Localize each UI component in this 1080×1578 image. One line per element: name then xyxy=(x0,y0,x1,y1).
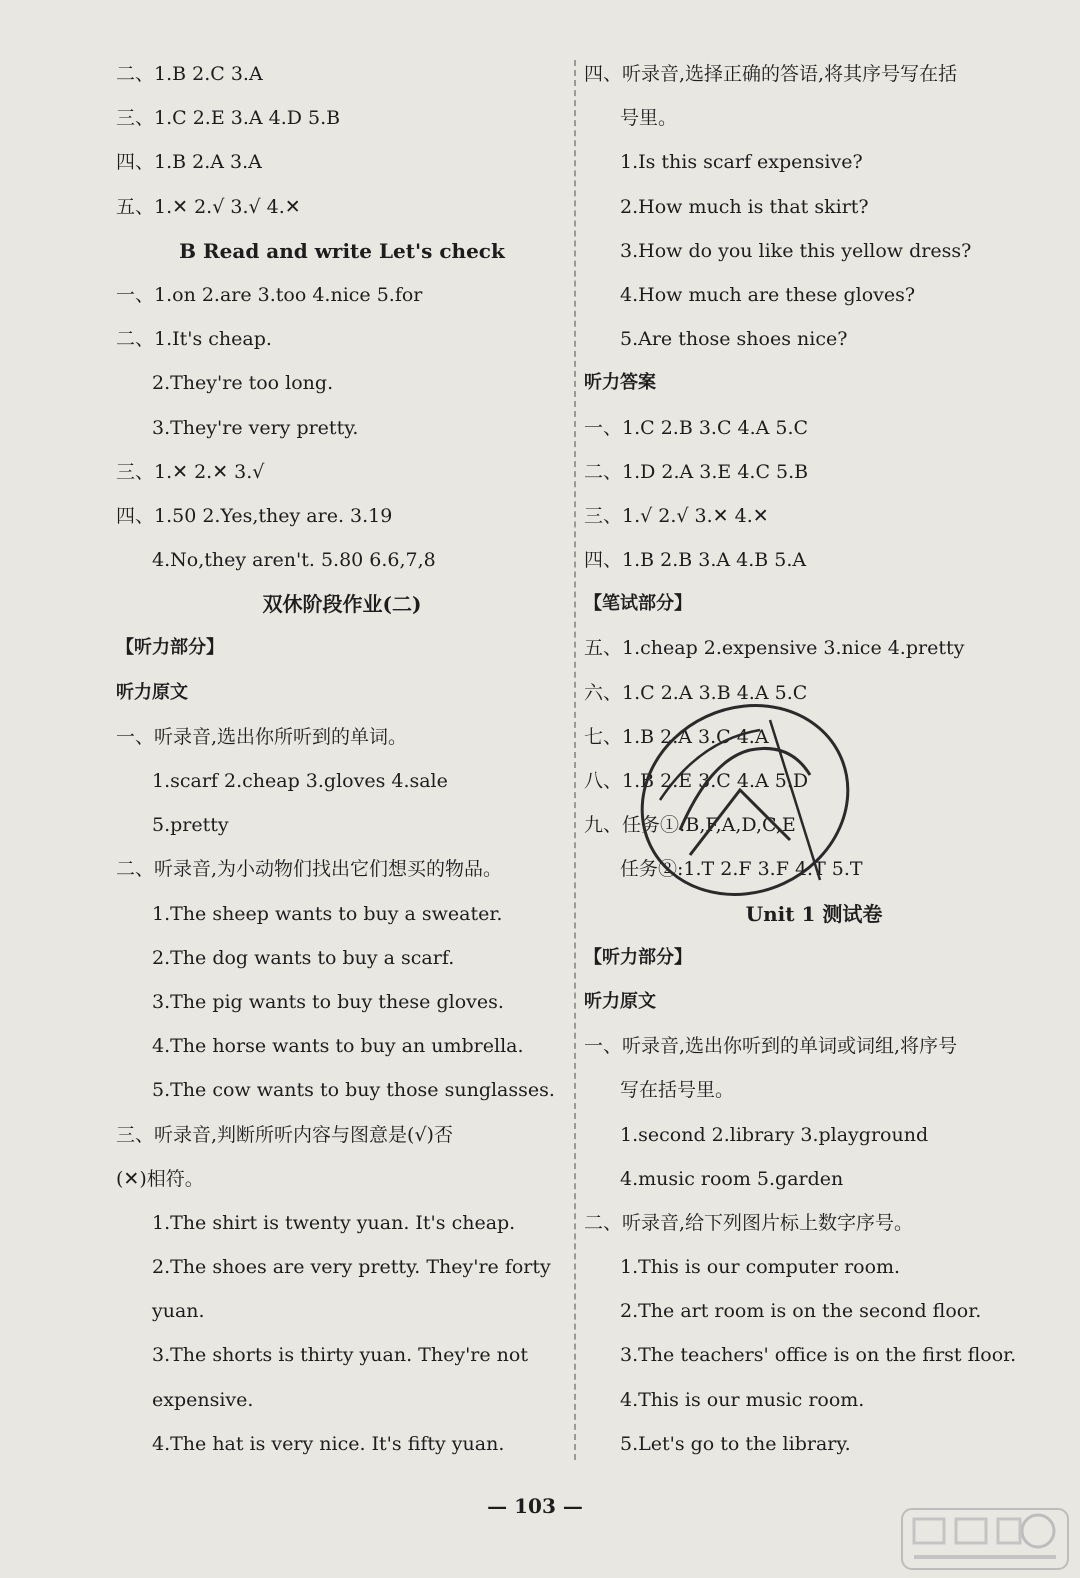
right-column-line: 4.This is our music room. xyxy=(620,1388,865,1411)
left-column-line: 2.They're too long. xyxy=(152,372,334,395)
right-column-line: 二、听录音,给下列图片标上数字序号。 xyxy=(584,1211,914,1234)
right-column-line: 4.music room 5.garden xyxy=(620,1167,844,1190)
right-column-line: 四、听录音,选择正确的答语,将其序号写在括 xyxy=(584,63,958,85)
column-divider xyxy=(574,60,576,1460)
left-column-line: 4.No,they aren't. 5.80 6.6,7,8 xyxy=(152,549,436,572)
handwritten-stamp xyxy=(620,680,870,920)
corner-watermark-logo xyxy=(900,1505,1070,1573)
right-column-line: 任务②:1.T 2.F 3.F 4.T 5.T xyxy=(620,858,863,881)
right-column-line: 听力答案 xyxy=(584,372,656,394)
right-column-line: 1.second 2.library 3.playground xyxy=(620,1123,929,1146)
left-column-line: 2.The dog wants to buy a scarf. xyxy=(152,946,455,969)
left-column-line: 四、1.50 2.Yes,they are. 3.19 xyxy=(116,504,393,527)
left-column-line: 1.The shirt is twenty yuan. It's cheap. xyxy=(152,1211,516,1234)
right-column-line: 写在括号里。 xyxy=(620,1079,735,1102)
right-column-line: 一、1.C 2.B 3.C 4.A 5.C xyxy=(584,416,809,439)
right-column-line: 五、1.cheap 2.expensive 3.nice 4.pretty xyxy=(584,637,965,660)
right-column-line: 听力原文 xyxy=(584,990,656,1012)
left-column-line: 3.They're very pretty. xyxy=(152,416,359,439)
right-column-line: 4.How much are these gloves? xyxy=(620,283,916,306)
left-column-line: 4.The horse wants to buy an umbrella. xyxy=(152,1035,524,1058)
left-column-line: 二、1.It's cheap. xyxy=(116,328,272,351)
right-column-line: 七、1.B 2.A 3.C 4.A xyxy=(584,725,769,748)
left-column-line: 三、1.✕ 2.✕ 3.√ xyxy=(116,460,265,483)
left-column-line: 四、1.B 2.A 3.A xyxy=(116,151,262,174)
left-column-line: 3.The shorts is thirty yuan. They're not xyxy=(152,1344,528,1367)
left-column-line: 二、1.B 2.C 3.A xyxy=(116,63,263,85)
right-column-line: 六、1.C 2.A 3.B 4.A 5.C xyxy=(584,681,808,704)
right-column-line: 号里。 xyxy=(620,107,678,130)
right-column-line: 2.How much is that skirt? xyxy=(620,195,869,218)
right-column-line: 3.How do you like this yellow dress? xyxy=(620,239,972,262)
left-column-line: 听力原文 xyxy=(116,681,188,703)
right-column-line: 5.Are those shoes nice? xyxy=(620,328,848,351)
left-column-line: B Read and write Let's check xyxy=(179,238,505,263)
left-column-line: 【听力部分】 xyxy=(116,637,224,659)
left-column-line: 双休阶段作业(二) xyxy=(262,592,422,617)
right-column-line: 1.This is our computer room. xyxy=(620,1256,901,1279)
right-column-line: 【笔试部分】 xyxy=(584,593,692,615)
page-number: — 103 — xyxy=(487,1494,583,1518)
right-column-line: Unit 1 测试卷 xyxy=(745,901,883,926)
left-column-line: 3.The pig wants to buy these gloves. xyxy=(152,990,504,1013)
left-column-line: (✕)相符。 xyxy=(116,1167,204,1190)
right-column-line: 【听力部分】 xyxy=(584,946,692,968)
right-column-line: 八、1.B 2.E 3.C 4.A 5.D xyxy=(584,770,809,792)
right-column-line: 九、任务①:B,F,A,D,C,E xyxy=(584,814,796,837)
right-column-line: 一、听录音,选出你听到的单词或词组,将序号 xyxy=(584,1035,958,1058)
right-column-line: 2.The art room is on the second floor. xyxy=(620,1300,982,1323)
right-column-line: 二、1.D 2.A 3.E 4.C 5.B xyxy=(584,460,809,483)
left-column-line: yuan. xyxy=(152,1300,205,1323)
left-column-line: 4.The hat is very nice. It's fifty yuan. xyxy=(152,1432,505,1455)
left-column-line: 5.The cow wants to buy those sunglasses. xyxy=(152,1079,555,1102)
left-column-line: 一、1.on 2.are 3.too 4.nice 5.for xyxy=(116,283,423,306)
left-column-line: 一、听录音,选出你所听到的单词。 xyxy=(116,725,408,748)
right-column-line: 3.The teachers' office is on the first floor. xyxy=(620,1344,1017,1367)
left-column xyxy=(116,52,568,1466)
left-column-line: 5.pretty xyxy=(152,814,229,837)
left-column-line: 三、1.C 2.E 3.A 4.D 5.B xyxy=(116,107,341,130)
left-column-line: 五、1.✕ 2.√ 3.√ 4.✕ xyxy=(116,195,301,218)
left-column-line: 三、听录音,判断所听内容与图意是(√)否 xyxy=(116,1123,453,1146)
left-column-line: 2.The shoes are very pretty. They're forty xyxy=(152,1256,551,1279)
right-column-line: 1.Is this scarf expensive? xyxy=(620,151,863,174)
left-column-line: 1.The sheep wants to buy a sweater. xyxy=(152,902,503,925)
right-column-line: 四、1.B 2.B 3.A 4.B 5.A xyxy=(584,549,807,572)
right-column-line: 三、1.√ 2.√ 3.✕ 4.✕ xyxy=(584,504,769,527)
right-column-line: 5.Let's go to the library. xyxy=(620,1432,851,1455)
left-column-line: 二、听录音,为小动物们找出它们想买的物品。 xyxy=(116,858,503,881)
left-column-line: 1.scarf 2.cheap 3.gloves 4.sale xyxy=(152,770,448,792)
left-column-line: expensive. xyxy=(152,1388,254,1411)
